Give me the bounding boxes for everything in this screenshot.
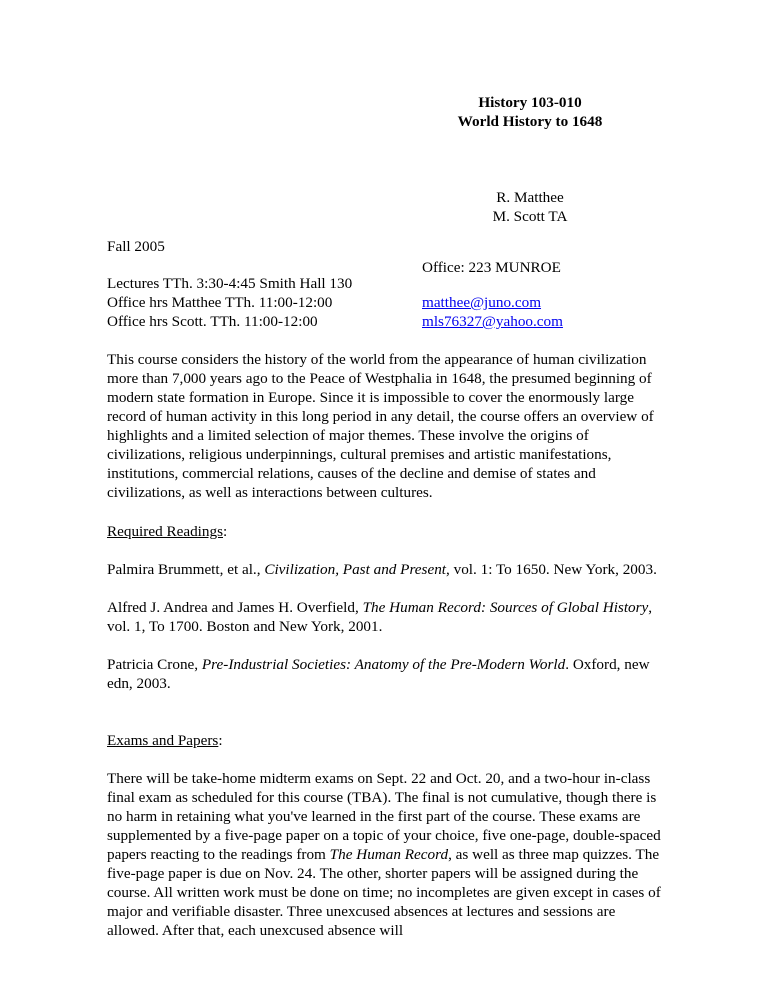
email-link-scott[interactable]: mls76327@yahoo.com xyxy=(422,313,563,330)
office-hours-scott: Office hrs Scott. TTh. 11:00-12:00 xyxy=(107,313,318,330)
reading-item xyxy=(107,560,667,579)
reading-author: Palmira Brummett, et al., xyxy=(107,561,265,578)
reading-title: The Human Record: Sources of Global History xyxy=(362,599,649,616)
office-location: Office: 223 MUNROE xyxy=(422,259,561,276)
exams-description xyxy=(107,769,667,940)
readings-heading: Required Readings xyxy=(107,523,223,540)
office-hours-matthee: Office hrs Matthee TTh. 11:00-12:00 xyxy=(107,294,333,311)
exams-text-part: , as well as three map quizzes. The five-page paper is due on Nov. 24. The other, shorter papers will be assigned during the course. All written work must be done on time; no incompletes are given except in cases of major and verifiable disaster. Three unexcused absences at lectures and sessions are allowed. After that, each unexcused absence will xyxy=(107,846,661,939)
reading-item xyxy=(107,655,667,693)
reading-author: Alfred J. Andrea and James H. Overfield, xyxy=(107,599,363,616)
instructor-name: R. Matthee xyxy=(496,189,564,206)
exams-heading: Exams and Papers xyxy=(107,732,219,749)
reading-details: , vol. 1: To 1650. New York, 2003. xyxy=(446,561,657,578)
exams-heading-colon: : xyxy=(218,732,223,749)
lecture-schedule: Lectures TTh. 3:30-4:45 Smith Hall 130 xyxy=(107,275,353,292)
reading-title: Pre-Industrial Societies: Anatomy of the Pre-Modern World xyxy=(201,656,566,673)
ta-name: M. Scott TA xyxy=(492,208,568,225)
reading-title: Civilization, Past and Present xyxy=(264,561,447,578)
email-link-matthee[interactable]: matthee@juno.com xyxy=(422,294,542,311)
exams-heading-line xyxy=(107,731,223,750)
exams-text-italic: The Human Record xyxy=(329,846,449,863)
course-description: This course considers the history of the world from the appearance of human civilization more than 7,000 years ago to the Peace of Westphalia in 1648, the presumed beginning of modern state formation in Europe. Since it is impossible to cover the enormously large record of human activity in this long period in any detail, the course offers an overview of highlights and a limited selection of major themes. These involve the origins of civilizations, religious underpinnings, cultural premises and artistic manifestations, institutions, commercial relations, causes of the decline and demise of states and civilizations, as well as interactions between cultures. xyxy=(107,351,654,501)
course-number: History 103-010 xyxy=(478,94,582,111)
readings-heading-colon: : xyxy=(223,523,228,540)
readings-heading-line xyxy=(107,522,227,541)
reading-details: . Oxford, new edn, 2003. xyxy=(107,656,650,692)
reading-author: Patricia Crone, xyxy=(107,656,202,673)
reading-details: , vol. 1, To 1700. Boston and New York, 2001. xyxy=(107,599,653,635)
reading-item xyxy=(107,598,667,636)
course-title: World History to 1648 xyxy=(457,113,603,130)
exams-text-part: There will be take-home midterm exams on Sept. 22 and Oct. 20, and a two-hour in-class final exam as scheduled for this course (TBA). The final is not cumulative, though there is no harm in retaining what you've learned in the first part of the course. These exams are supplemented by a five-page paper on a topic of your choice, five one-page, double-spaced papers reacting to the readings from xyxy=(107,770,661,863)
term: Fall 2005 xyxy=(107,238,165,255)
